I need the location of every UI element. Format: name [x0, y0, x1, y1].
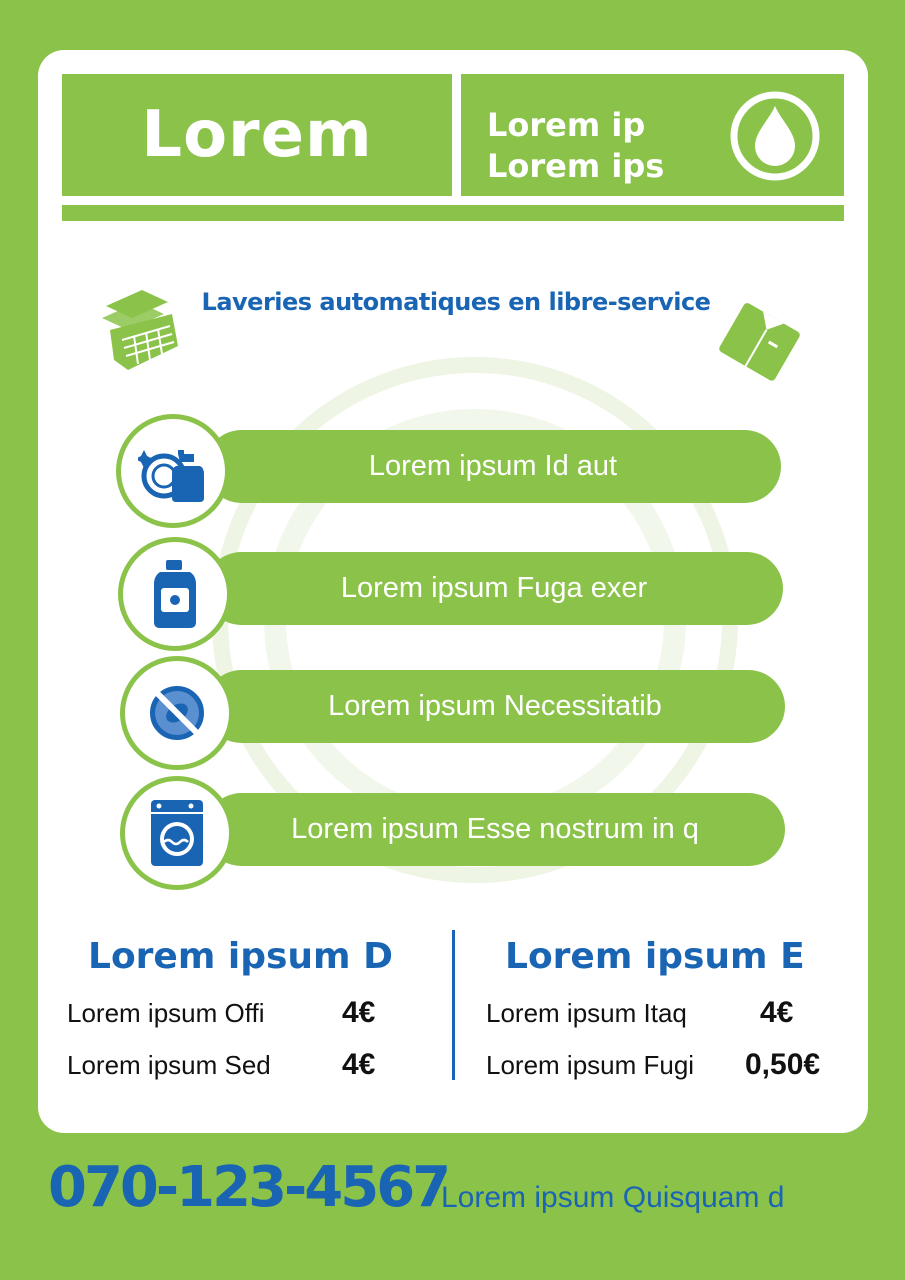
no-bacteria-icon	[143, 679, 211, 747]
header-underline	[62, 205, 844, 221]
service-2-label: Lorem ipsum Fuga exer	[340, 572, 648, 604]
service-3-badge	[120, 656, 234, 770]
header-line-2: Lorem ips	[487, 147, 665, 185]
price-left-row-1-value: 4€	[342, 996, 376, 1029]
price-left-title: Lorem ipsum D	[88, 936, 393, 977]
header-title-box	[62, 74, 452, 196]
footer-text: Lorem ipsum Quisquam d	[441, 1181, 785, 1214]
price-right-row-1-value: 4€	[760, 996, 794, 1029]
detergent-bottle-icon	[150, 558, 200, 630]
service-2-badge	[118, 537, 232, 651]
header-line-1: Lorem ip	[487, 106, 646, 144]
price-right-row-1-label: Lorem ipsum Itaq	[486, 998, 687, 1028]
price-right-title: Lorem ipsum E	[505, 936, 805, 977]
laundry-basket-icon	[98, 284, 184, 374]
water-drop-icon	[729, 90, 821, 182]
washing-machine-icon	[147, 798, 207, 868]
phone-number[interactable]: 070-123-4567	[48, 1155, 449, 1220]
service-4-badge	[120, 776, 234, 890]
price-divider	[452, 930, 455, 1080]
service-3	[205, 670, 785, 743]
header-info-box	[461, 74, 844, 196]
service-3-label: Lorem ipsum Necessitatib	[328, 690, 662, 722]
price-right-row-2-value: 0,50€	[745, 1048, 821, 1081]
price-left-row-2-value: 4€	[342, 1048, 376, 1081]
service-1	[205, 430, 781, 503]
price-right-row-2-label: Lorem ipsum Fugi	[486, 1050, 695, 1080]
price-left-row-2-label: Lorem ipsum Sed	[67, 1050, 271, 1080]
price-left-row-1-label: Lorem ipsum Offi	[67, 998, 265, 1028]
service-2	[205, 552, 783, 625]
folded-shirt-icon	[714, 296, 806, 386]
dish-soap-icon	[138, 436, 208, 506]
header-title: Lorem	[141, 98, 373, 172]
subtitle: Laveries automatiques en libre-service	[201, 288, 711, 316]
service-1-label: Lorem ipsum Id aut	[368, 450, 618, 482]
service-4-label: Lorem ipsum Esse nostrum in q	[291, 813, 699, 845]
service-1-badge	[116, 414, 230, 528]
service-4	[205, 793, 785, 866]
